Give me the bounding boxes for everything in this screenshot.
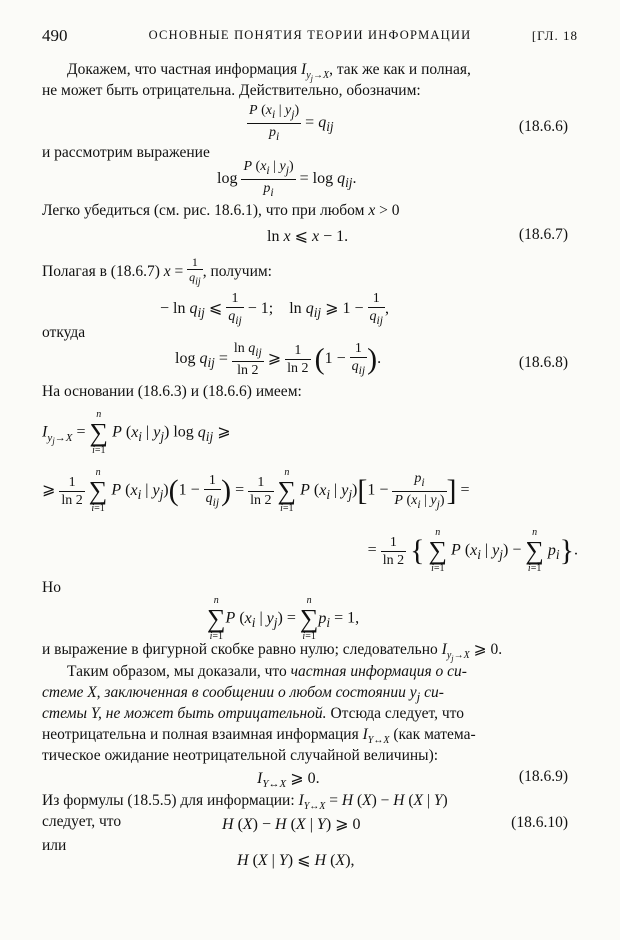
paragraph-line: и рассмотрим выражение: [42, 144, 210, 161]
paragraph-line: и выражение в фигурной скобке равно нулю; следовательно $I_{y_j\to X}$ ⩾ 0.: [42, 641, 503, 664]
paragraph-line: или: [42, 837, 67, 854]
derivation-line-2: ⩾ $\frac{1}{\ln 2}$ n ∑ i=1 P ($x_i$ | $y_j)(1$ − $\frac{1}{q_{ij}}$ ) = $\frac{1}{\ln 2}$ n ∑ i=1 P ($x_i$ | $y_j)[1$ − $\frac{p_i}{P (x_i | y_j)}$ ] =: [42, 467, 470, 514]
derivation-line-1: $I_{y_j\to X} = n$ ∑ i=1 P ($x_i$ | $y_j$) $\log q_{ij}$ ⩾: [42, 409, 231, 456]
paragraph-line: стеме X, заключенная в сообщении о любом состоянии $y_j$ си-: [42, 684, 444, 705]
page-number: 490: [42, 26, 68, 45]
equation-18-6-9: $I_{Y\leftrightarrow X}$ ⩾ 0. (18.6.9): [257, 768, 568, 791]
paragraph-line: стемы Y, не может быть отрицательной. Отсюда следует, что: [42, 705, 464, 722]
paragraph-line: тическое ожидание неотрицательной случайной величины):: [42, 747, 439, 764]
equation-number: (18.6.10): [511, 814, 568, 831]
equation-18-6-10: H (X) − H (X | Y) ⩾ 0 (18.6.10): [222, 814, 568, 833]
equation-18-6-7: ln x ⩽ x − 1. (18.6.7): [267, 226, 568, 245]
equation-18-6-8: $\log q_{ij}$ = $\frac{\ln q_{ij}}{\ln 2}$ ⩾ $\frac{1}{\ln 2}$ (1 − $\frac{1}{q_{ij}}$ ). (18.6.8): [175, 341, 568, 378]
paragraph-line: следует, что: [42, 813, 122, 830]
paragraph-line: Полагая в (18.6.7) x = $\frac{1}{q_{ij}}$ , получим:: [42, 255, 272, 288]
running-header: [42, 26, 578, 50]
paragraph-line: откуда: [42, 324, 86, 341]
chapter-label: [ГЛ. 18: [531, 28, 578, 43]
derivation-line-3: = $\frac{1}{\ln 2}$ { n ∑ i=1 P ($x_i$ | $y_j) - n$ ∑ i=1 $p_i$}.: [367, 527, 578, 574]
paragraph-line: Таким образом, мы доказали, что частная информация о си-: [67, 663, 467, 680]
log-expression: log $\frac{P (x_i | y_j)}{p_i}$ = $\log q_{ij}$.: [217, 159, 357, 199]
running-title: ОСНОВНЫЕ ПОНЯТИЯ ТЕОРИИ ИНФОРМАЦИИ: [148, 28, 472, 42]
paragraph-line: неотрицательна и полная взаимная информация $I_{Y\leftrightarrow X}$ (как матема-: [42, 726, 476, 747]
equation-number: (18.6.9): [518, 768, 568, 785]
final-inequality: H (X | Y) ⩽ H (X),: [237, 852, 355, 869]
paragraph-line: Но: [42, 579, 61, 596]
equation-number: (18.6.6): [518, 118, 568, 135]
equation-number: (18.6.8): [518, 354, 568, 371]
paragraph-line: не может быть отрицательна. Действительно, обозначим:: [42, 82, 421, 99]
log-inequalities: − $\ln q_{ij}$ ⩽ $\frac{1}{q_{ij}}$ − 1; $\ln q_{ij}$ ⩾ 1 − $\frac{1}{q_{ij}}$ ,: [160, 291, 390, 327]
paragraph-line: На основании (18.6.3) и (18.6.6) имеем:: [42, 383, 302, 400]
sums-equal-one: n ∑ i=1P ($x_i$ | $y_j) = n$ ∑ $i=1p_i = 1$,: [207, 595, 360, 642]
paragraph-line: Легко убедиться (см. рис. 18.6.1), что при любом x > 0: [42, 202, 400, 219]
equation-18-6-6: $\frac{P (x_i | y_j)}{p_i}$ = $q_{ij}$ (18.6.6): [249, 103, 568, 143]
equation-number: (18.6.7): [518, 226, 568, 243]
paragraph-line: Из формулы (18.5.5) для информации: $I_{Y\leftrightarrow X} = H$ (X) − H (X | Y): [42, 792, 448, 813]
paragraph-line: Докажем, что частная информация $I_{y_j\to X}$, так же как и полная,: [67, 61, 471, 84]
